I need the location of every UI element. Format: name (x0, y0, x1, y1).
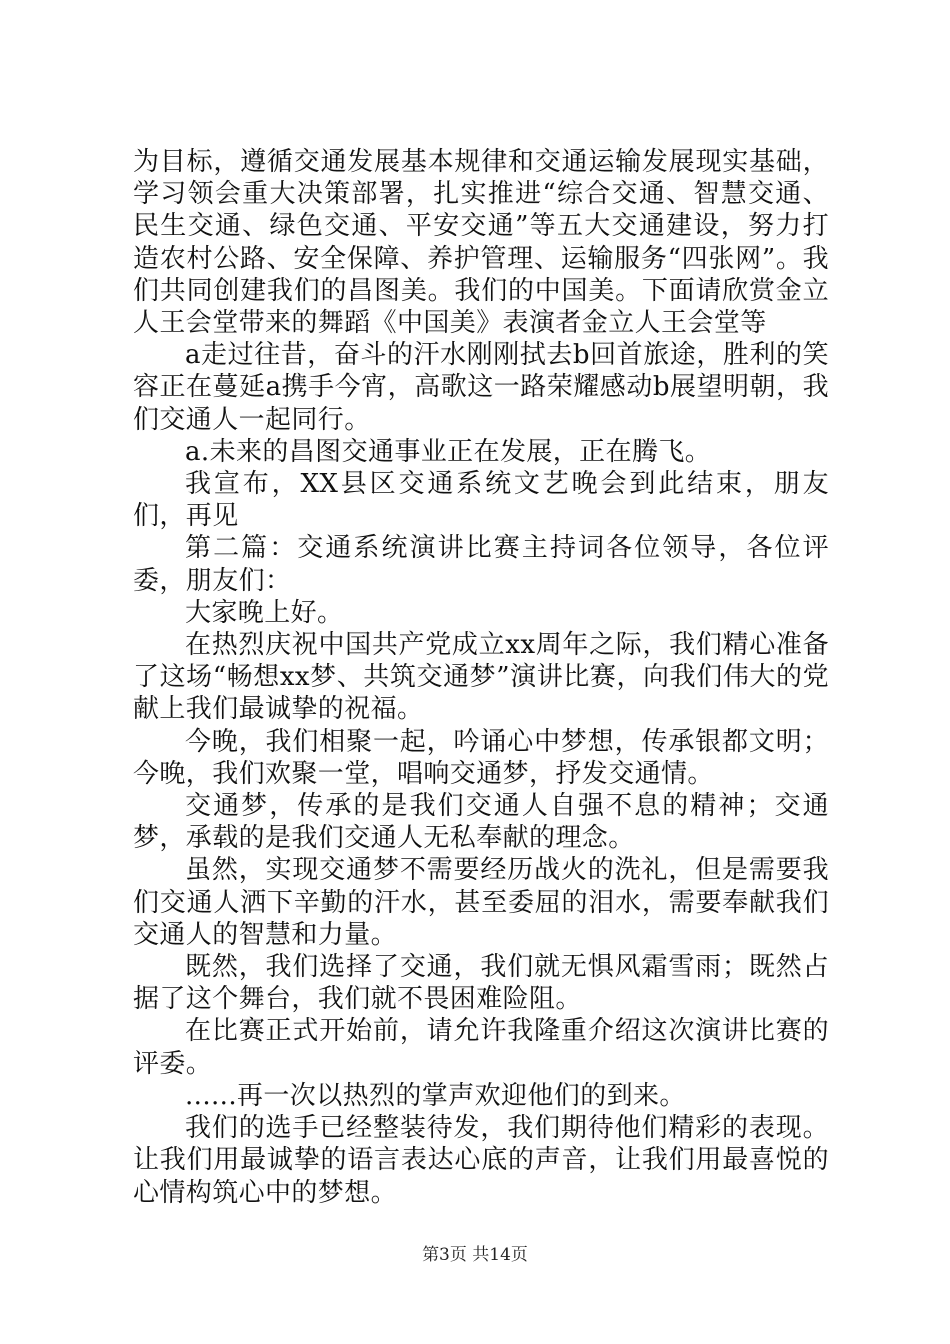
paragraph: 我宣布，XX县区交通系统文艺晚会到此结束，朋友们，再见 (133, 469, 829, 532)
paragraph: 在热烈庆祝中国共产党成立xx周年之际，我们精心准备了这场“畅想xx梦、共筑交通梦”演讲比赛，向我们伟大的党献上我们最诚挚的祝福。 (133, 630, 829, 725)
paragraph: 今晚，我们相聚一起，吟诵心中梦想，传承银都文明；今晚，我们欢聚一堂，唱响交通梦，抒发交通情。 (133, 726, 829, 789)
paragraph: 虽然，实现交通梦不需要经历战火的洗礼，但是需要我们交通人洒下辛勤的汗水，甚至委屈的泪水，需要奉献我们交通人的智慧和力量。 (133, 855, 829, 950)
paragraph: ......再一次以热烈的掌声欢迎他们的到来。 (185, 1080, 686, 1111)
paragraph: 大家晚上好。 (185, 597, 344, 628)
paragraph: 为目标，遵循交通发展基本规律和交通运输发展现实基础，学习领会重大决策部署，扎实推进“综合交通、智慧交通、民生交通、绿色交通、平安交通”等五大交通建设，努力打造农村公路、安全保障、养护管理、运输服务“四张网”。我们共同创建我们的昌图美。我们的中国美。下面请欣赏金立人王会堂带来的舞蹈《中国美》表演者金立人王会堂等 (133, 147, 829, 339)
paragraph: 既然，我们选择了交通，我们就无惧风霜雪雨；既然占据了这个舞台，我们就不畏困难险阻。 (133, 952, 829, 1015)
document-body (133, 146, 829, 1209)
page-number-footer: 第3页 共14页 (422, 1245, 528, 1265)
paragraph: a走过往昔，奋斗的汗水刚刚拭去b回首旅途，胜利的笑容正在蔓延a携手今宵，高歌这一路荣耀感动b展望明朝，我们交通人一起同行。 (133, 340, 829, 435)
paragraph-section-heading: 第二篇：交通系统演讲比赛主持词各位领导，各位评委，朋友们： (133, 533, 829, 596)
paragraph: 在比赛正式开始前，请允许我隆重介绍这次演讲比赛的评委。 (133, 1016, 829, 1079)
paragraph: 交通梦，传承的是我们交通人自强不息的精神；交通梦，承载的是我们交通人无私奉献的理念。 (133, 791, 829, 854)
paragraph: 我们的选手已经整装待发，我们期待他们精彩的表现。让我们用最诚挚的语言表达心底的声音，让我们用最喜悦的心情构筑心中的梦想。 (133, 1113, 829, 1208)
paragraph: a.未来的昌图交通事业正在发展，正在腾飞。 (185, 436, 712, 467)
